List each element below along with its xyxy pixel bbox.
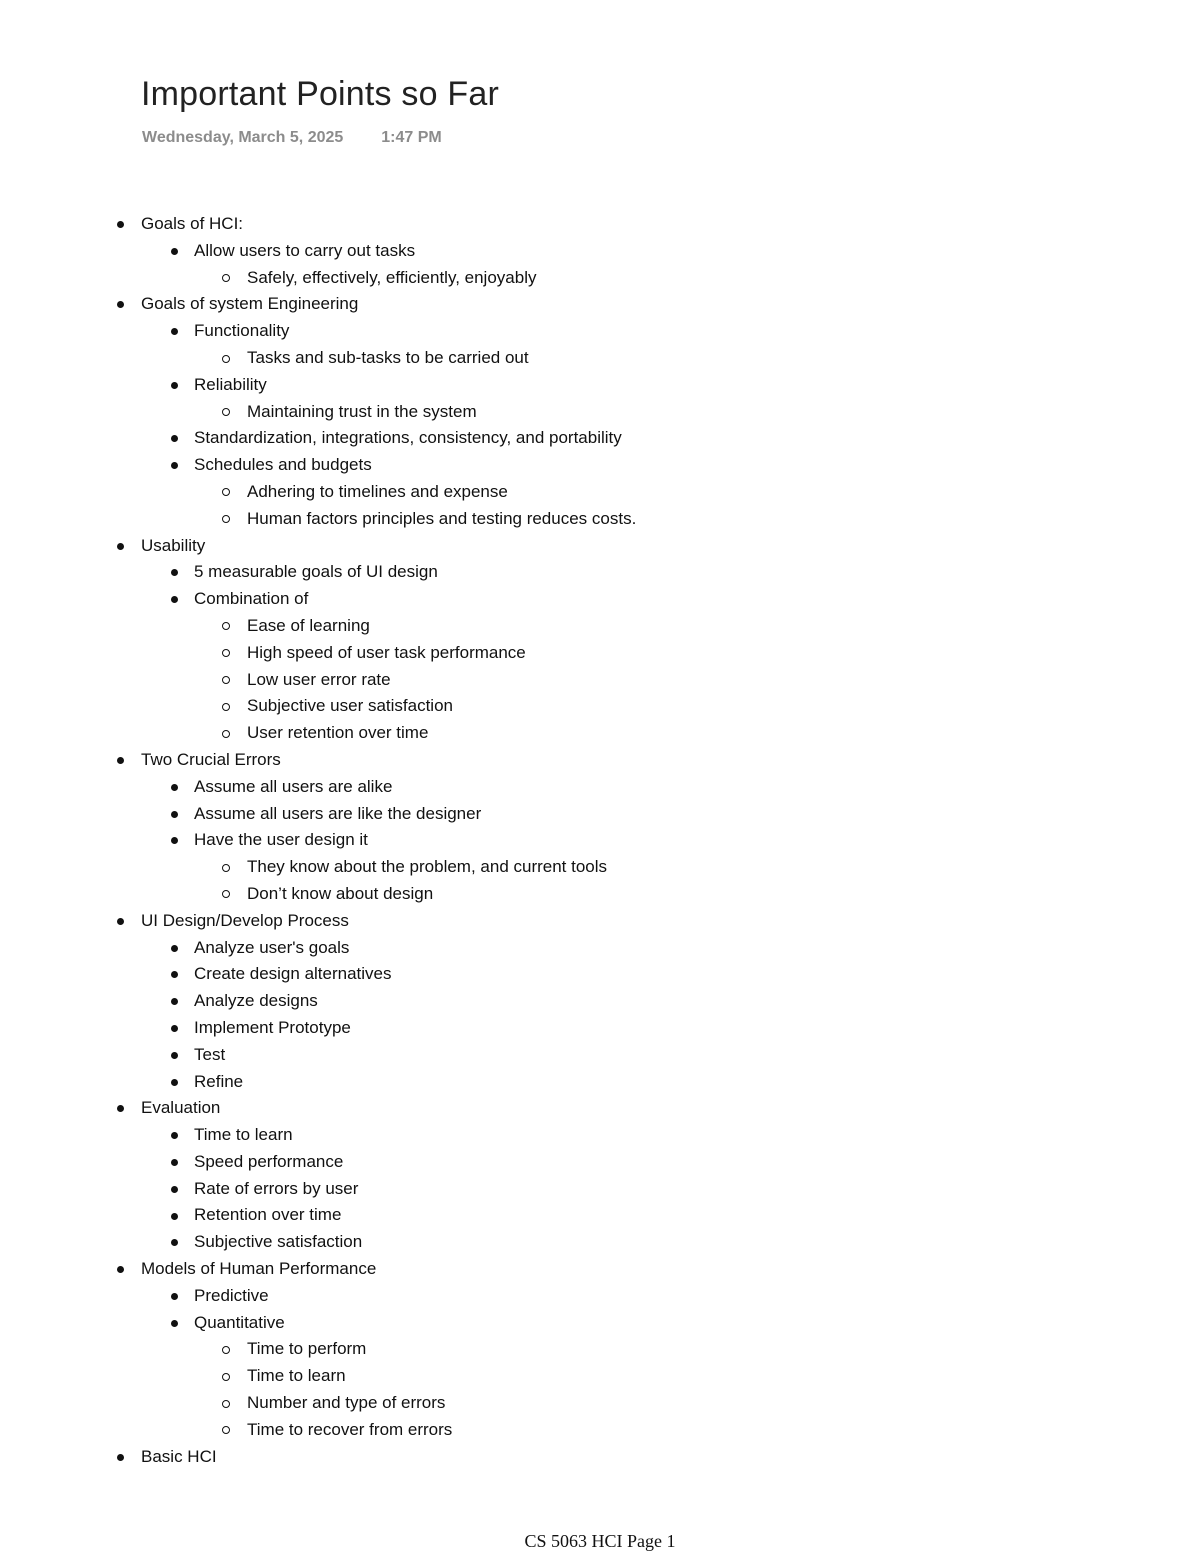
- list-item: [0, 640, 1200, 667]
- bullet-icon: [164, 935, 184, 962]
- bullet-icon: [164, 1149, 184, 1176]
- list-item: [0, 1095, 1200, 1122]
- list-item: [0, 1390, 1200, 1417]
- hollow-bullet-icon: [216, 345, 236, 372]
- list-item-text: Create design alternatives: [194, 964, 392, 984]
- list-item: [0, 399, 1200, 426]
- hollow-bullet-icon: [216, 1417, 236, 1444]
- bullet-icon: [164, 1202, 184, 1229]
- list-item-text: Number and type of errors: [247, 1393, 446, 1413]
- hollow-bullet-icon: [216, 667, 236, 694]
- list-item-text: Time to learn: [247, 1366, 346, 1386]
- list-item: [0, 1149, 1200, 1176]
- bullet-icon: [164, 1042, 184, 1069]
- list-item: [0, 1256, 1200, 1283]
- bullet-icon: [164, 801, 184, 828]
- list-item-text: Adhering to timelines and expense: [247, 481, 508, 501]
- list-item-text: Allow users to carry out tasks: [194, 240, 416, 260]
- list-item-text: Combination of: [194, 589, 309, 609]
- bullet-outline: [0, 211, 1200, 1470]
- list-item: [0, 1310, 1200, 1337]
- list-item-text: Subjective user satisfaction: [247, 696, 453, 716]
- list-item-text: Don’t know about design: [247, 883, 434, 903]
- list-item: [0, 452, 1200, 479]
- list-item: [0, 747, 1200, 774]
- list-item-text: Schedules and budgets: [194, 455, 372, 475]
- list-item: [0, 479, 1200, 506]
- list-item-text: Reliability: [194, 374, 267, 394]
- list-item-text: Two Crucial Errors: [141, 749, 281, 769]
- list-item: [0, 854, 1200, 881]
- list-item: [0, 1229, 1200, 1256]
- list-item-text: Analyze user's goals: [194, 937, 350, 957]
- hollow-bullet-icon: [216, 640, 236, 667]
- list-item: [0, 586, 1200, 613]
- bullet-icon: [164, 318, 184, 345]
- list-item-text: Quantitative: [194, 1312, 285, 1332]
- list-item: [0, 1336, 1200, 1363]
- list-item: [0, 1176, 1200, 1203]
- list-item: [0, 935, 1200, 962]
- list-item-text: Models of Human Performance: [141, 1259, 377, 1279]
- bullet-icon: [164, 1122, 184, 1149]
- bullet-icon: [164, 1176, 184, 1203]
- bullet-icon: [164, 1283, 184, 1310]
- list-item-text: Evaluation: [141, 1098, 221, 1118]
- list-item: [0, 533, 1200, 560]
- page-footer: CS 5063 HCI Page 1: [524, 1531, 676, 1551]
- hollow-bullet-icon: [216, 265, 236, 292]
- list-item: [0, 667, 1200, 694]
- hollow-bullet-icon: [216, 693, 236, 720]
- list-item: [0, 881, 1200, 908]
- list-item-text: Ease of learning: [247, 615, 370, 635]
- list-item-text: Maintaining trust in the system: [247, 401, 477, 421]
- hollow-bullet-icon: [216, 881, 236, 908]
- list-item-text: They know about the problem, and current tools: [247, 857, 608, 877]
- list-item-text: Time to recover from errors: [247, 1419, 453, 1439]
- list-item: [0, 318, 1200, 345]
- list-item: [0, 827, 1200, 854]
- hollow-bullet-icon: [216, 1363, 236, 1390]
- bullet-icon: [164, 827, 184, 854]
- list-item: [0, 291, 1200, 318]
- hollow-bullet-icon: [216, 720, 236, 747]
- list-item: [0, 1202, 1200, 1229]
- list-item-text: Low user error rate: [247, 669, 391, 689]
- bullet-icon: [164, 452, 184, 479]
- list-item: [0, 961, 1200, 988]
- list-item: [0, 211, 1200, 238]
- bullet-icon: [110, 908, 130, 935]
- bullet-icon: [164, 372, 184, 399]
- bullet-icon: [110, 533, 130, 560]
- bullet-icon: [164, 1229, 184, 1256]
- bullet-icon: [164, 1310, 184, 1337]
- list-item-text: Human factors principles and testing reduces costs.: [247, 508, 637, 528]
- list-item: [0, 559, 1200, 586]
- list-item-text: Usability: [141, 535, 206, 555]
- hollow-bullet-icon: [216, 399, 236, 426]
- bullet-icon: [110, 211, 130, 238]
- list-item: [0, 265, 1200, 292]
- page-title: Important Points so Far: [141, 75, 499, 113]
- bullet-icon: [164, 988, 184, 1015]
- bullet-icon: [110, 1256, 130, 1283]
- bullet-icon: [164, 1015, 184, 1042]
- hollow-bullet-icon: [216, 506, 236, 533]
- list-item-text: Assume all users are like the designer: [194, 803, 482, 823]
- list-item-text: Goals of system Engineering: [141, 294, 359, 314]
- list-item: [0, 988, 1200, 1015]
- bullet-icon: [110, 291, 130, 318]
- bullet-icon: [164, 425, 184, 452]
- hollow-bullet-icon: [216, 1390, 236, 1417]
- list-item: [0, 238, 1200, 265]
- list-item: [0, 1283, 1200, 1310]
- list-item: [0, 1069, 1200, 1096]
- list-item-text: Basic HCI: [141, 1446, 217, 1466]
- list-item: [0, 801, 1200, 828]
- bullet-icon: [164, 1069, 184, 1096]
- list-item-text: Speed performance: [194, 1151, 344, 1171]
- page-time: 1:47 PM: [381, 129, 442, 146]
- bullet-icon: [164, 774, 184, 801]
- bullet-icon: [110, 1095, 130, 1122]
- list-item: [0, 1042, 1200, 1069]
- list-item-text: Functionality: [194, 321, 290, 341]
- list-item-text: Tasks and sub-tasks to be carried out: [247, 347, 529, 367]
- list-item: [0, 908, 1200, 935]
- hollow-bullet-icon: [216, 613, 236, 640]
- list-item: [0, 613, 1200, 640]
- list-item-text: High speed of user task performance: [247, 642, 526, 662]
- list-item-text: User retention over time: [247, 723, 429, 743]
- hollow-bullet-icon: [216, 854, 236, 881]
- list-item-text: Safely, effectively, efficiently, enjoyably: [247, 267, 537, 287]
- list-item-text: Assume all users are alike: [194, 776, 393, 796]
- list-item-text: Rate of errors by user: [194, 1178, 359, 1198]
- list-item-text: 5 measurable goals of UI design: [194, 562, 438, 582]
- list-item: [0, 506, 1200, 533]
- list-item-text: Goals of HCI:: [141, 214, 244, 233]
- list-item-text: Subjective satisfaction: [194, 1232, 363, 1252]
- list-item-text: UI Design/Develop Process: [141, 910, 349, 930]
- page-meta: [142, 127, 442, 149]
- bullet-icon: [164, 238, 184, 265]
- list-item-text: Retention over time: [194, 1205, 342, 1225]
- hollow-bullet-icon: [216, 1336, 236, 1363]
- list-item: [0, 345, 1200, 372]
- list-item-text: Refine: [194, 1071, 244, 1091]
- list-item: [0, 774, 1200, 801]
- list-item-text: Analyze designs: [194, 991, 318, 1011]
- bullet-icon: [110, 747, 130, 774]
- bullet-icon: [164, 961, 184, 988]
- list-item: [0, 720, 1200, 747]
- page-date: Wednesday, March 5, 2025: [142, 129, 344, 146]
- bullet-icon: [110, 1444, 130, 1471]
- list-item: [0, 1444, 1200, 1471]
- list-item: [0, 693, 1200, 720]
- hollow-bullet-icon: [216, 479, 236, 506]
- list-item-text: Time to learn: [194, 1125, 293, 1145]
- list-item-text: Implement Prototype: [194, 1017, 351, 1037]
- list-item: [0, 1015, 1200, 1042]
- list-item-text: Test: [194, 1044, 226, 1064]
- list-item-text: Time to perform: [247, 1339, 367, 1359]
- list-item: [0, 372, 1200, 399]
- bullet-icon: [164, 586, 184, 613]
- list-item: [0, 1363, 1200, 1390]
- list-item-text: Have the user design it: [194, 830, 368, 850]
- list-item: [0, 1417, 1200, 1444]
- list-item-text: Predictive: [194, 1285, 269, 1305]
- bullet-icon: [164, 559, 184, 586]
- list-item-text: Standardization, integrations, consistency, and portability: [194, 428, 622, 448]
- list-item: [0, 425, 1200, 452]
- list-item: [0, 1122, 1200, 1149]
